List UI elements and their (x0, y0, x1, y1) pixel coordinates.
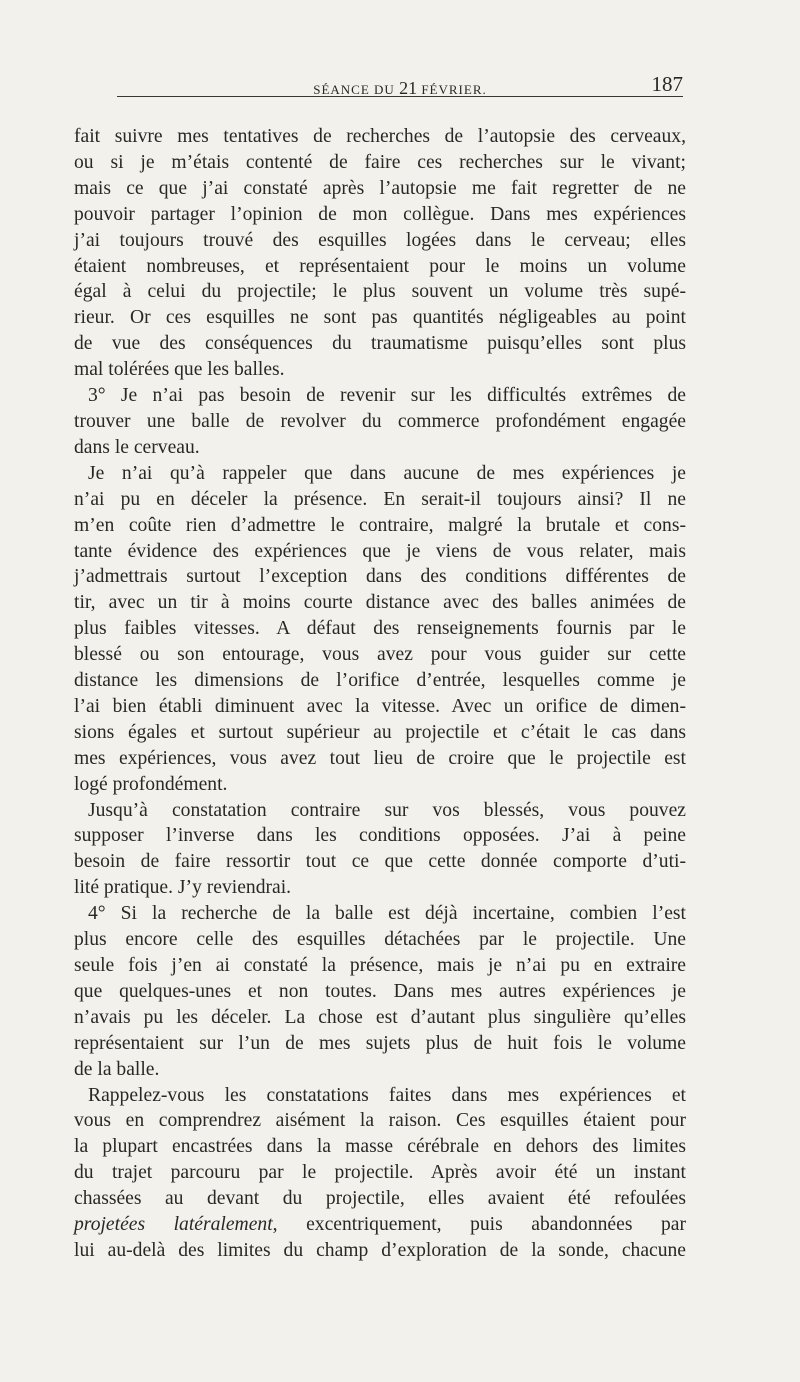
text-line: rieur. Or ces esquilles ne sont pas quantités négligeables au point (74, 307, 686, 329)
text-line: lité pratique. J’y reviendrai. (74, 877, 292, 899)
text-line: plus faibles vitesses. A défaut des renseignements fournis par le (74, 618, 686, 640)
text-line: supposer l’inverse dans les conditions opposées. J’ai à peine (74, 825, 686, 847)
page-number: 187 (651, 72, 683, 96)
text-line: mal tolérées que les balles. (74, 359, 285, 381)
paragraph-1 (74, 124, 686, 383)
text-line: besoin de faire ressortir tout ce que cette donnée comporte d’uti- (74, 851, 686, 873)
text-line (74, 1212, 686, 1238)
paragraph-6 (74, 1083, 686, 1264)
text-line: la plupart encastrées dans la masse cérébrale en dehors des limites (74, 1136, 686, 1158)
text-line: distance les dimensions de l’orifice d’entrée, lesquelles comme je (74, 670, 686, 692)
text-line: mes expériences, vous avez tout lieu de croire que le projectile est (74, 747, 686, 769)
text-line: de vue des conséquences du traumatisme puisqu’elles sont plus (74, 333, 686, 355)
text-line: j’admettrais surtout l’exception dans des conditions différentes de (74, 566, 686, 588)
running-title-suffix: FÉVRIER. (417, 82, 487, 97)
text-line: dans le cerveau. (74, 436, 200, 458)
paragraph-4 (74, 798, 686, 902)
paragraph-2 (74, 383, 686, 461)
page-header (117, 70, 683, 97)
text-line: sions égales et surtout supérieur au projectile et c’était le cas dans (74, 721, 686, 743)
text-line: égal à celui du projectile; le plus souvent un volume très supé- (74, 281, 686, 303)
text-line: n’ai pu en déceler la présence. En serait-il toujours ainsi? Il ne (74, 488, 686, 510)
text-line: logé profondément. (74, 773, 228, 795)
text-line: blessé ou son entourage, vous avez pour vous guider sur cette (74, 644, 686, 666)
text-line: chassées au devant du projectile, elles avaient été refoulées (74, 1188, 686, 1210)
text-line: l’ai bien établi diminuent avec la vitesse. Avec un orifice de dimen- (74, 695, 686, 717)
body-text (74, 124, 686, 1264)
text-line: n’avais pu les déceler. La chose est d’autant plus singulière qu’elles (74, 1006, 686, 1028)
running-title (117, 78, 683, 99)
text-after-italic: , excentriquement, puis abandonnées par (272, 1214, 686, 1236)
text-line: m’en coûte rien d’admettre le contraire, malgré la brutale et cons- (74, 514, 686, 536)
text-line: plus encore celle des esquilles détachées par le projectile. Une (74, 929, 686, 951)
text-line: 4° Si la recherche de la balle est déjà incertaine, combien l’est (88, 903, 686, 925)
text-line: mais ce que j’ai constaté après l’autopsie me fait regretter de ne (74, 177, 686, 199)
text-line: vous en comprendrez aisément la raison. Ces esquilles étaient pour (74, 1110, 686, 1132)
text-line: du trajet parcouru par le projectile. Après avoir été un instant (74, 1162, 686, 1184)
text-line: étaient nombreuses, et représentaient pour le moins un volume (74, 255, 686, 277)
text-line: représentaient sur l’un de mes sujets plus de huit fois le volume (74, 1032, 686, 1054)
text-line: que quelques-unes et non toutes. Dans mes autres expériences je (74, 980, 686, 1002)
text-line: fait suivre mes tentatives de recherches de l’autopsie des cerveaux, (74, 126, 686, 147)
text-line: j’ai toujours trouvé des esquilles logées dans le cerveau; elles (74, 229, 686, 251)
text-line: trouver une balle de revolver du commerce profondément engagée (74, 410, 686, 432)
running-title-prefix: SÉANCE DU (313, 82, 400, 97)
text-line: Jusqu’à constatation contraire sur vos blessés, vous pouvez (88, 799, 686, 821)
running-title-day: 21 (399, 78, 418, 98)
text-line: de la balle. (74, 1058, 160, 1080)
text-line: ou si je m’étais contenté de faire ces recherches sur le vivant; (74, 151, 686, 173)
italic-phrase: projetées latéralement (74, 1214, 273, 1236)
text-line: Je n’ai qu’à rappeler que dans aucune de mes expériences je (88, 462, 686, 484)
text-line: lui au-delà des limites du champ d’exploration de la sonde, chacune (74, 1239, 686, 1261)
paragraph-5 (74, 901, 686, 1082)
paragraph-3 (74, 461, 686, 798)
text-line: 3° Je n’ai pas besoin de revenir sur les difficultés extrêmes de (88, 385, 686, 407)
text-line: tir, avec un tir à moins courte distance avec des balles animées de (74, 592, 686, 614)
text-line: seule fois j’en ai constaté la présence, mais je n’ai pu en extraire (74, 955, 686, 976)
text-line: pouvoir partager l’opinion de mon collègue. Dans mes expériences (74, 203, 686, 225)
text-line: Rappelez-vous les constatations faites dans mes expériences et (88, 1084, 686, 1106)
text-line: tante évidence des expériences que je viens de vous relater, mais (74, 540, 686, 562)
